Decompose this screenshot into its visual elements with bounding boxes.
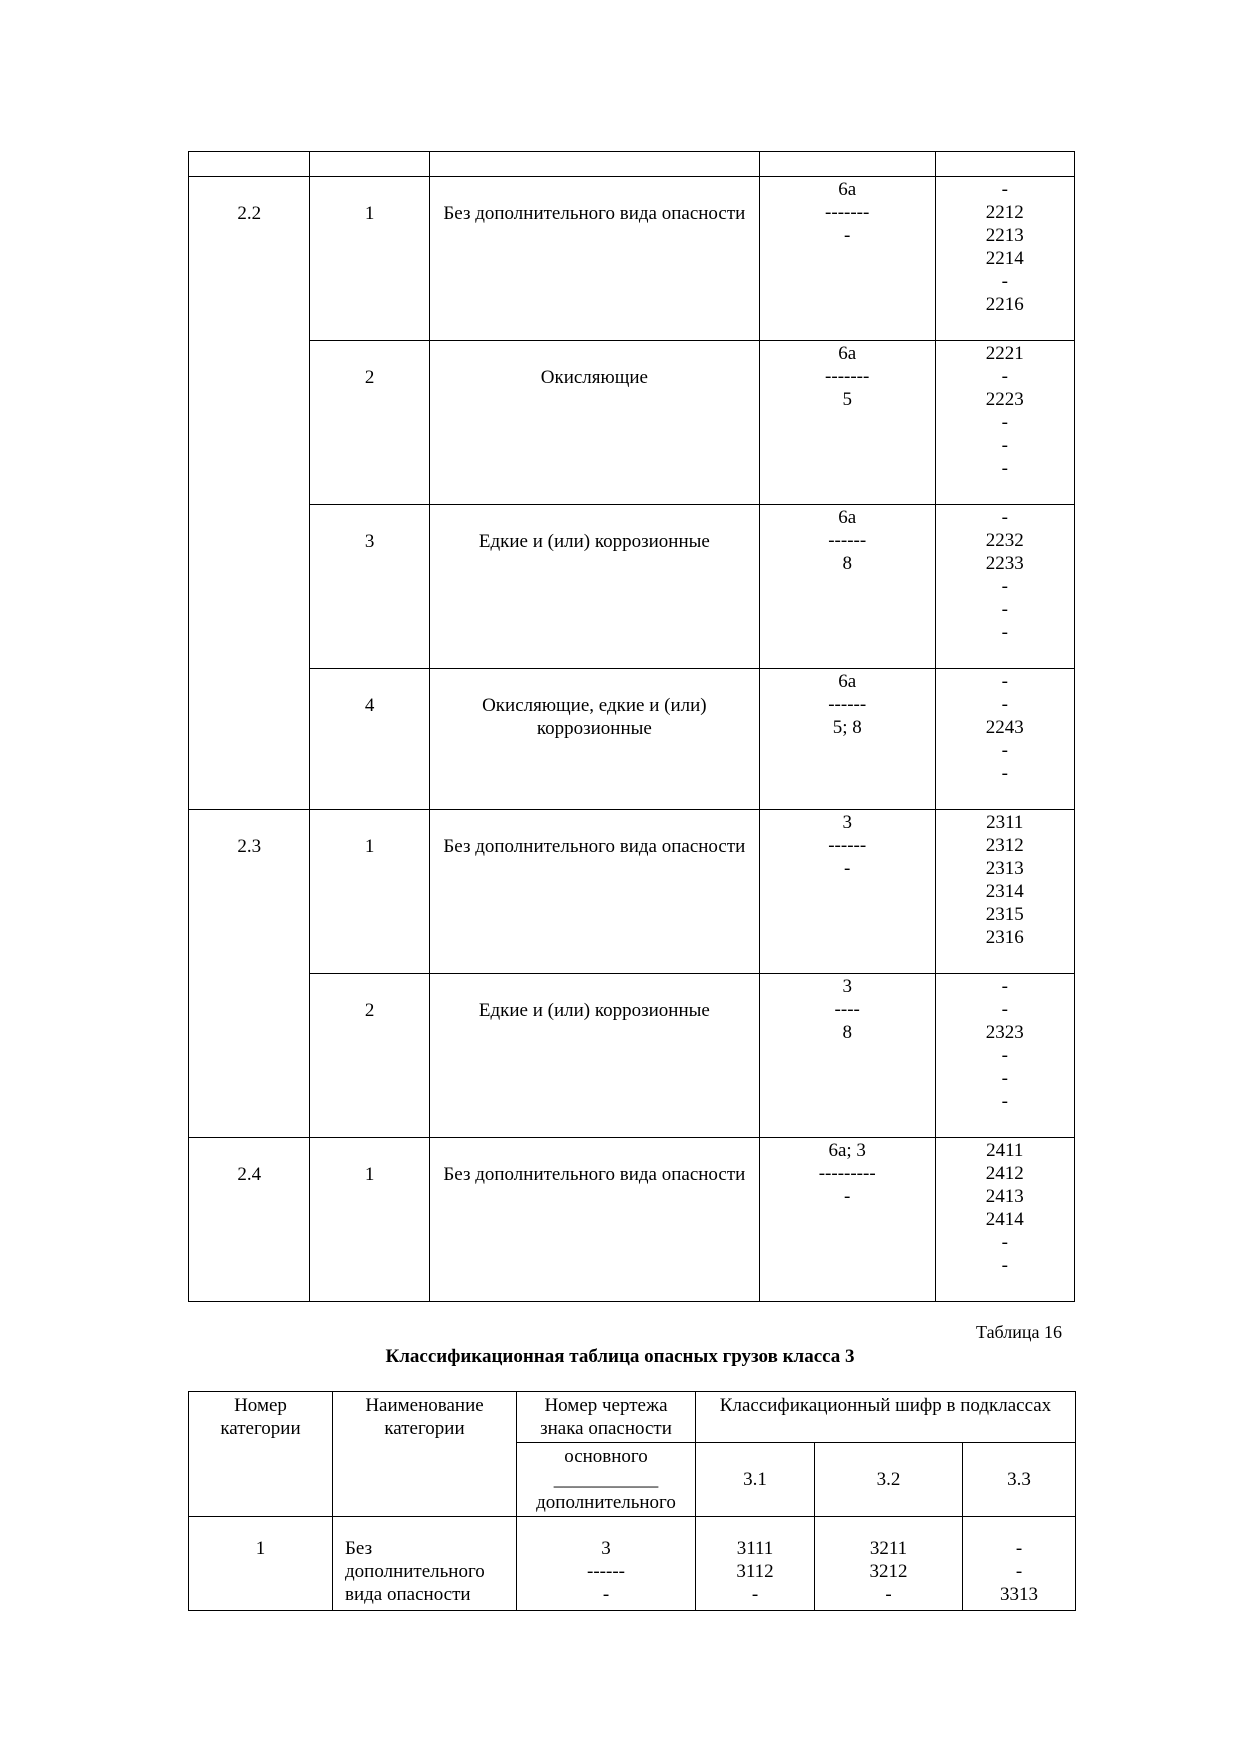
codes-cell: - 2212 2213 2214 - 2216 [935, 177, 1075, 341]
code-group-header: Классификационный шифр в подклассах [696, 1392, 1076, 1443]
category-cell: 2 [310, 341, 429, 505]
table-cell [189, 152, 310, 177]
table-title: Классификационная таблица опасных грузов класса 3 [385, 1346, 855, 1367]
table-row [189, 1517, 1076, 1611]
table-row [189, 177, 1075, 341]
category-name-cell: Без дополнительного вида опасности [429, 1138, 759, 1302]
sign-number-cell: 6а ------- - [759, 177, 935, 341]
sign-main-extra-header: основного ___________ дополнительного [517, 1443, 696, 1517]
subclass-3-1-header: 3.1 [696, 1443, 815, 1517]
sign-number-header: Номер чертежа знака опасности [517, 1392, 696, 1443]
category-name-cell: Без дополнительного вида опасности [429, 810, 759, 974]
codes-cell: 2311 2312 2313 2314 2315 2316 [935, 810, 1075, 974]
sign-number-cell: 3 ---- 8 [759, 974, 935, 1138]
category-cell: 1 [310, 177, 429, 341]
table-row [189, 152, 1075, 177]
category-name-header: Наименование категории [333, 1392, 517, 1517]
sign-number-cell: 6а; 3 --------- - [759, 1138, 935, 1302]
table-row [189, 810, 1075, 974]
table-row [189, 1138, 1075, 1302]
class2-table-continuation [188, 151, 1075, 1302]
table-cell [935, 152, 1075, 177]
category-cell: 1 [310, 1138, 429, 1302]
category-number-header: Номер категории [189, 1392, 333, 1517]
subclass-cell: 2.4 [189, 1138, 310, 1302]
codes-cell: 2411 2412 2413 2414 - - [935, 1138, 1075, 1302]
category-name-cell: Без дополнительного вида опасности [333, 1517, 517, 1611]
category-name-cell: Без дополнительного вида опасности [429, 177, 759, 341]
table-row [189, 505, 1075, 669]
category-name-cell: Едкие и (или) коррозионные [429, 974, 759, 1138]
category-cell: 2 [310, 974, 429, 1138]
subclass-3-3-header: 3.3 [963, 1443, 1076, 1517]
code-3-2-cell: 3211 3212 - [815, 1517, 963, 1611]
category-cell: 1 [310, 810, 429, 974]
codes-cell: - 2232 2233 - - - [935, 505, 1075, 669]
sign-number-cell: 3 ------ - [759, 810, 935, 974]
code-3-3-cell: - - 3313 [963, 1517, 1076, 1611]
sign-number-cell: 3 ------ - [517, 1517, 696, 1611]
table-row [189, 974, 1075, 1138]
category-cell: 3 [310, 505, 429, 669]
sign-number-cell: 6а ------- 5 [759, 341, 935, 505]
codes-cell: 2221 - 2223 - - - [935, 341, 1075, 505]
table-row [189, 669, 1075, 810]
table-header-row [189, 1392, 1076, 1443]
table-cell [429, 152, 759, 177]
category-number-cell: 1 [189, 1517, 333, 1611]
subclass-cell: 2.3 [189, 810, 310, 1138]
category-cell: 4 [310, 669, 429, 810]
subclass-cell: 2.2 [189, 177, 310, 810]
category-name-cell: Едкие и (или) коррозионные [429, 505, 759, 669]
sign-number-cell: 6а ------ 8 [759, 505, 935, 669]
sign-number-cell: 6а ------ 5; 8 [759, 669, 935, 810]
code-3-1-cell: 3111 3112 - [696, 1517, 815, 1611]
category-name-cell: Окисляющие, едкие и (или) коррозионные [429, 669, 759, 810]
category-name-cell: Окисляющие [429, 341, 759, 505]
class3-table [188, 1391, 1076, 1611]
table-row [189, 341, 1075, 505]
codes-cell: - - 2243 - - [935, 669, 1075, 810]
table-cell [759, 152, 935, 177]
table-cell [310, 152, 429, 177]
table-number-label: Таблица 16 [976, 1322, 1062, 1342]
subclass-3-2-header: 3.2 [815, 1443, 963, 1517]
codes-cell: - - 2323 - - - [935, 974, 1075, 1138]
